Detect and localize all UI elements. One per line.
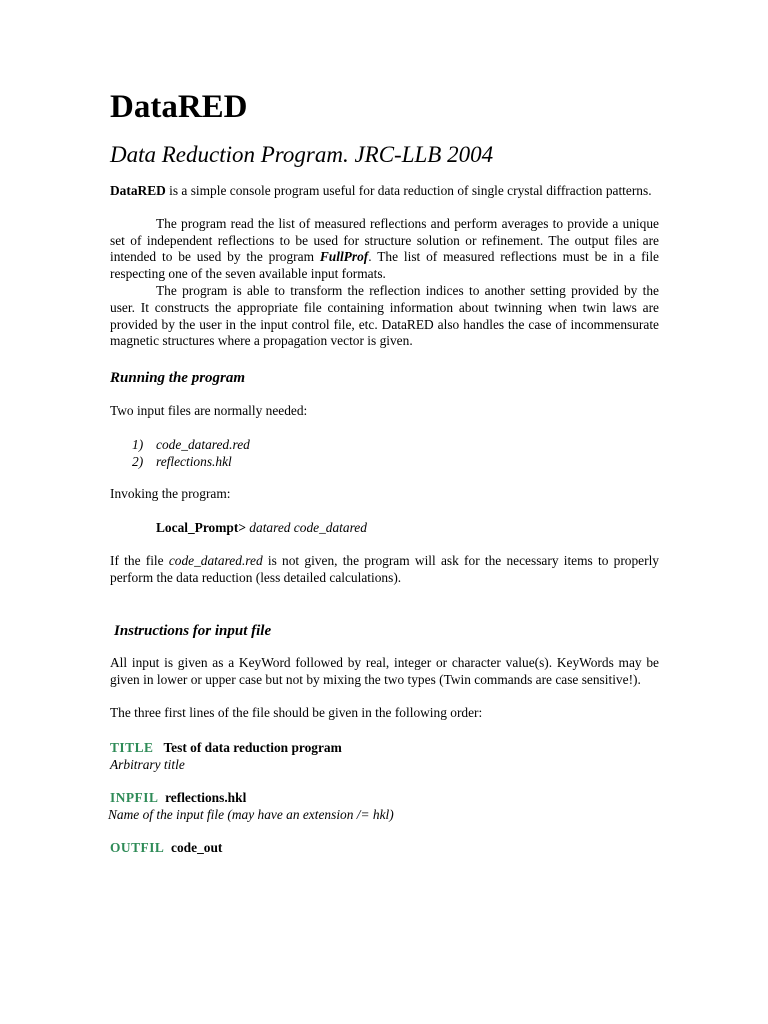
paragraph-1-text-b: . The list of measured reflections must be in a file respecting one of the seven available input formats. [110,249,659,282]
keyword-title-value: Test of data reduction program [163,739,342,755]
keyword-title-line [110,739,659,756]
command-line [110,519,659,536]
if-text-b: is not given, the program will ask for the necessary items to properly perform the data reduction (less detailed calculations). [110,552,659,585]
intro-bold: DataRED [110,183,166,198]
heading-instructions: Instructions for input file [114,623,272,640]
invoking-text: Invoking the program: [110,485,231,501]
keyword-title-desc: Arbitrary title [110,756,185,772]
command-text: datared code_datared [245,519,367,535]
list-text: reflections.hkl [156,453,232,469]
input-files-list [110,436,659,470]
paragraph-1 [110,216,659,283]
keyword-inpfil: INPFIL [110,789,159,805]
document-body [110,183,659,856]
heading-running: Running the program [110,370,246,387]
keyword-inpfil-line [110,789,659,806]
instructions-paragraph-2: The three first lines of the file should be given in the following order: [110,704,483,720]
keyword-outfil-line [110,839,659,856]
list-text: code_datared.red [156,436,250,452]
document-subtitle: Data Reduction Program. JRC-LLB 2004 [110,142,494,167]
list-number: 2) [132,453,144,469]
keyword-outfil: OUTFIL [110,839,165,855]
list-item [110,453,659,470]
if-file-name: code_datared.red [168,552,263,568]
list-number: 1) [132,436,144,452]
intro-text: is a simple console program useful for data reduction of single crystal diffraction patterns. [165,183,652,198]
fullprof-name: FullProf [319,249,369,265]
keyword-inpfil-value: reflections.hkl [165,789,247,805]
intro-paragraph [110,183,659,200]
list-item [110,436,659,453]
if-text-a: If the file [110,552,169,568]
paragraph-2: The program is able to transform the reflection indices to another setting provided by the user. It constructs the appropriate file containing information about twinning when twin laws are provided by the user in the input control file, etc. DataRED also handles the case of incommensurate magnetic structures where a propagation vector is given. [110,282,659,349]
instructions-paragraph-1: All input is given as a KeyWord followed by real, integer or character value(s). KeyWords may be given in lower or upper case but not by mixing the two types (Twin commands are case sensitive!). [110,655,659,688]
prompt-text: Local_Prompt> [156,519,246,535]
keyword-outfil-value: code_out [171,839,223,855]
document-title: DataRED [110,89,248,125]
if-not-given-paragraph [110,553,659,587]
keyword-title: TITLE [110,739,154,755]
paragraph-1-text-a: The program read the list of measured reflections and perform averages to provide a unique set of independent reflections to be used for structure solution or refinement. The output files are intended to be used by the program [110,215,659,265]
input-files-intro: Two input files are normally needed: [110,403,308,419]
keyword-inpfil-desc: Name of the input file (may have an extension /= hkl) [108,806,394,822]
